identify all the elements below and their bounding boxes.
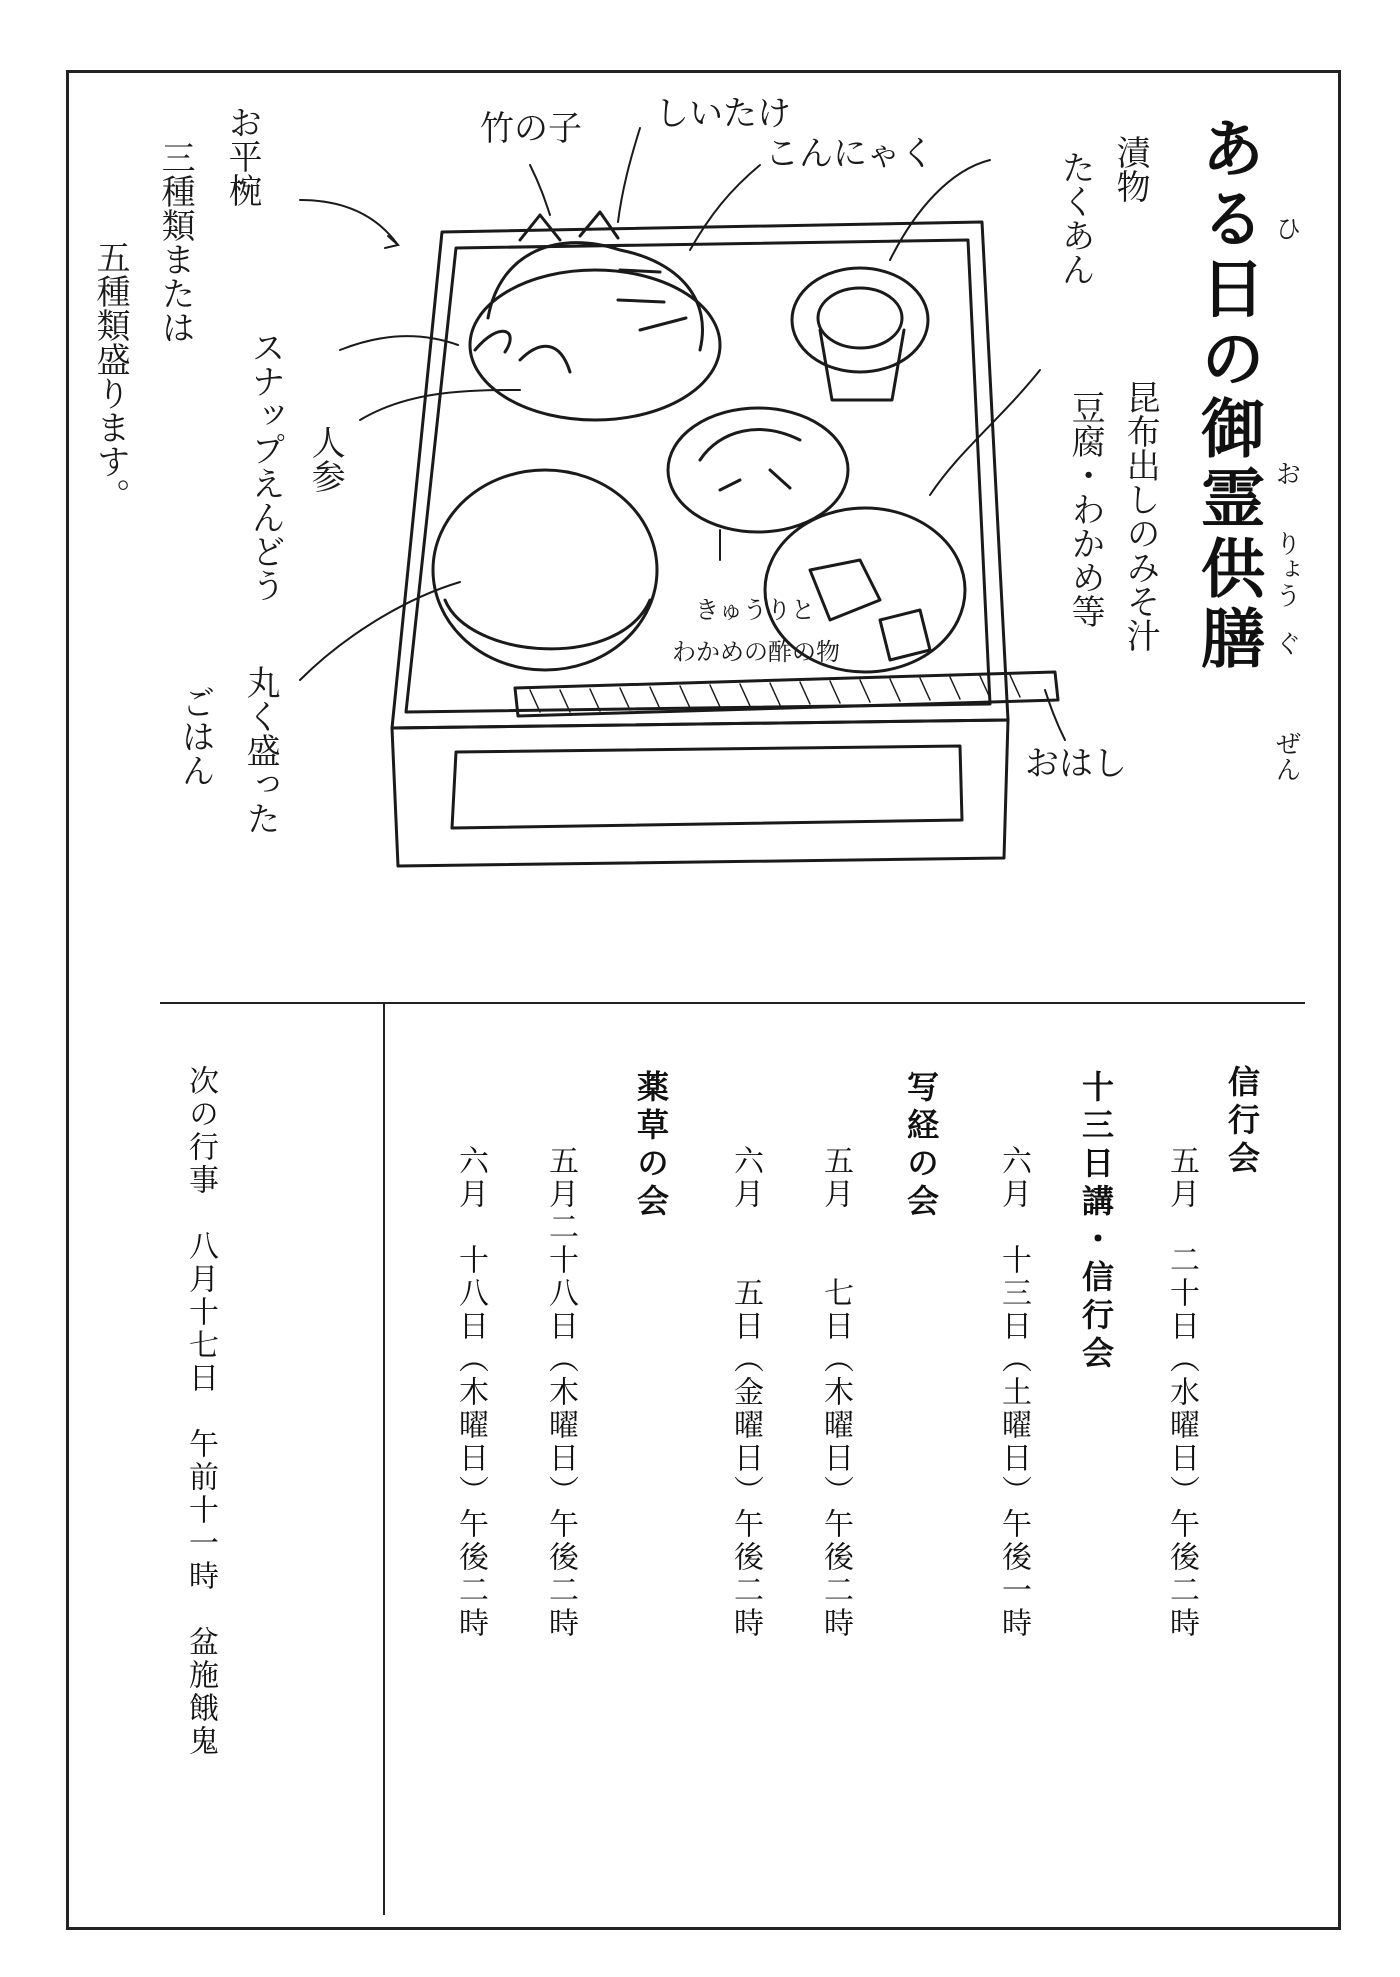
label-marukumoritta: 丸く盛った bbox=[240, 665, 281, 835]
label-ohira-wan: お平椀 bbox=[222, 105, 263, 207]
title-ruby-zen: ぜん bbox=[1271, 730, 1301, 782]
tray-base-panel bbox=[452, 746, 962, 828]
next-event: 次の行事 八月十七日 午前十一時 盆施餓鬼 bbox=[183, 1065, 218, 1758]
heading-yakuso: 薬草の会 bbox=[632, 1070, 670, 1222]
title-ruby-ryo: りょう bbox=[1271, 530, 1301, 608]
schedule-shingyo-1: 五月 二十日（水曜日）午後二時 bbox=[1164, 1145, 1199, 1640]
label-ohashi: おはし bbox=[1025, 744, 1127, 784]
label-miso-2: 豆腐・わかめ等 bbox=[1065, 390, 1106, 628]
schedule-yakuso-2: 六月 十八日（木曜日）午後二時 bbox=[453, 1145, 488, 1640]
tray-base bbox=[392, 720, 1008, 866]
label-snap-endo: スナップえんどう bbox=[245, 330, 286, 602]
schedule-shakyo-1: 五月 七日（木曜日）午後二時 bbox=[818, 1145, 853, 1640]
label-ninjin: 人参 bbox=[305, 425, 346, 493]
title-char: 御 bbox=[1190, 395, 1265, 465]
schedule-yakuso-1: 五月二十八日（木曜日）午後二時 bbox=[543, 1145, 578, 1640]
page-title bbox=[1190, 115, 1265, 675]
label-konnyaku: こんにゃく bbox=[765, 134, 935, 174]
rice-bowl bbox=[433, 470, 657, 670]
label-shiitake: しいたけ bbox=[655, 94, 791, 134]
label-three-kinds: 三種類または bbox=[155, 140, 196, 344]
ohira-contents bbox=[488, 243, 702, 350]
takuan bbox=[818, 288, 902, 348]
heading-13: 十三日講・信行会 bbox=[1077, 1070, 1115, 1374]
label-takuan: たくあん bbox=[1055, 150, 1096, 286]
title-char: 日 bbox=[1190, 255, 1265, 325]
label-takenoko: 竹の子 bbox=[480, 109, 582, 149]
sunomono-bowl bbox=[668, 408, 848, 532]
label-tsukemono: 漬物 bbox=[1110, 135, 1151, 203]
heading-shakyo: 写経の会 bbox=[902, 1070, 940, 1222]
title-char: の bbox=[1190, 325, 1265, 395]
label-sunomono-2: わかめの酢の物 bbox=[672, 638, 840, 666]
title-char: 膳 bbox=[1190, 605, 1265, 675]
schedule-13-1: 六月 十三日（土曜日）午後一時 bbox=[996, 1145, 1031, 1640]
schedule-shakyo-2: 六月 五日（金曜日）午後二時 bbox=[728, 1145, 763, 1640]
label-gohan: ごはん bbox=[175, 685, 216, 787]
title-ruby-gu: ぐ bbox=[1271, 630, 1301, 656]
label-sunomono-1: きゅうりと bbox=[695, 596, 815, 624]
tsukemono-dish bbox=[792, 268, 928, 372]
title-char: 霊 bbox=[1190, 465, 1265, 535]
title-ruby-o: お bbox=[1271, 460, 1301, 486]
heading-shingyo: 信行会 bbox=[1223, 1065, 1261, 1179]
label-five-kinds: 五種類盛ります。 bbox=[90, 240, 131, 512]
title-char: 供 bbox=[1190, 535, 1265, 605]
label-miso-1: 昆布出しのみそ汁 bbox=[1120, 380, 1161, 652]
title-ruby-hi: ひ bbox=[1271, 215, 1301, 241]
title-char: ある bbox=[1190, 115, 1265, 255]
